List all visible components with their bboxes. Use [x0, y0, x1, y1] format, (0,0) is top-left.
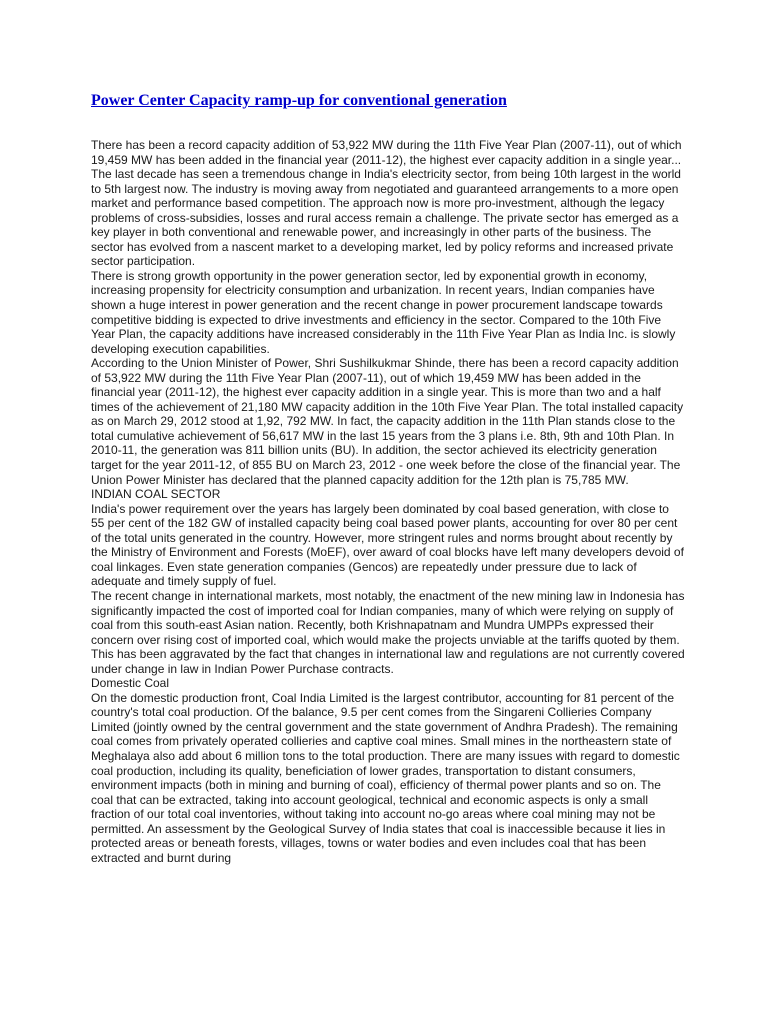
paragraph-domestic-production: On the domestic production front, Coal India Limited is the largest contributor, accounting for 81 percent of the country's total coal production. Of the balance, 9.5 per cent comes from the Singareni Collieries Company Limited (jointly owned by the central government and the state government of Andhra Pradesh). The remaining coal comes from privately operated collieries and captive coal mines. Small mines in the northeastern state of Meghalaya also add about 6 million tons to the total production. There are many issues with regard to domestic coal production, including its quality, beneficiation of lower grades, transportation to distant consumers, environment impacts (both in mining and burning of coal), efficiency of thermal power plants and so on. The coal that can be extracted, taking into account geological, technical and economic aspects is only a small fraction of our total coal inventories, without taking into account no-go areas where coal mining may not be permitted. An assessment by the Geological Survey of India states that coal is inaccessible because it lies in protected areas or beneath forests, villages, towns or water bodies and even includes coal that has been extracted and burnt during: [91, 690, 680, 865]
paragraph-growth-opportunity: There is strong growth opportunity in the power generation sector, led by exponential growth in economy, increasing propensity for electricity consumption and urbanization. In recent years, Indian companies have shown a huge interest in power generation and the recent change in power procurement landscape towards competitive bidding is expected to drive investments and efficiency in the sector. Compared to the 10th Five Year Plan, the capacity additions have increased considerably in the 11th Five Year Plan as India Inc. is slowly developing execution capabilities.: [91, 268, 676, 356]
article-title-link[interactable]: Power Center Capacity ramp-up for conventional generation: [91, 92, 507, 109]
section-heading-indian-coal: INDIAN COAL SECTOR: [91, 487, 221, 502]
paragraph-coal-requirement: India's power requirement over the years has largely been dominated by coal based generation, with close to 55 per cent of the 182 GW of installed capacity being coal based power plants, accounting for over 80 per cent of the total units generated in the country. However, more stringent rules and norms brought about recently by the Ministry of Environment and Forests (MoEF), over award of coal blocks have left many developers devoid of coal linkages. Even state generation companies (Gencos) are repeatedly under pressure due to lack of adequate and timely supply of fuel.: [91, 501, 684, 589]
paragraph-union-minister: According to the Union Minister of Power, Shri Sushilkukmar Shinde, there has been a record capacity addition of 53,922 MW during the 11th Five Year Plan (2007-11), out of which 19,459 MW has been added in the financial year (2011-12), the highest ever capacity addition in a single year. This is more than two and a half times of the achievement of 21,180 MW capacity addition in the 10th Five Year Plan. The total installed capacity as on March 29, 2012 stood at 1,92, 792 MW. In fact, the capacity addition in the 11th Plan stands close to the total cumulative achievement of 56,617 MW in the last 15 years from the 3 plans i.e. 8th, 9th and 10th Plan. In 2010-11, the generation was 811 billion units (BU). In addition, the sector achieved its electricity generation target for the year 2011-12, of 855 BU on March 23, 2012 - one week before the close of the financial year. The Union Power Minister has declared that the planned capacity addition for the 12th plan is 75,785 MW.: [91, 356, 684, 487]
paragraph-record-capacity: There has been a record capacity addition of 53,922 MW during the 11th Five Year Plan (2007-11), out of which 19,459 MW has been added in the financial year (2011-12), the highest ever capacity addition in a single year...: [91, 138, 682, 167]
paragraph-international-markets: The recent change in international markets, most notably, the enactment of the new mining law in Indonesia has significantly impacted the cost of imported coal for Indian companies, many of which were relying on supply of coal from this south-east Asian nation. Recently, both Krishnapatnam and Mundra UMPPs expressed their concern over rising cost of imported coal, which would make the projects unviable at the tariffs quoted by them. This has been aggravated by the fact that changes in international law and regulations are not currently covered under change in law in Indian Power Purchase contracts.: [91, 588, 685, 676]
article-body: [91, 138, 685, 865]
section-heading-domestic-coal: Domestic Coal: [91, 676, 170, 691]
paragraph-decade-change: The last decade has seen a tremendous change in India's electricity sector, from being 10th largest in the world to 5th largest now. The industry is moving away from negotiated and guaranteed arrangements to a more open market and performance based competition. The approach now is more pro-investment, although the legacy problems of cross-subsidies, losses and rural access remain a challenge. The private sector has emerged as a key player in both conventional and renewable power, and increasingly in other parts of the business. The sector has evolved from a nascent market to a developing market, led by policy reforms and increased private sector participation.: [91, 167, 681, 269]
